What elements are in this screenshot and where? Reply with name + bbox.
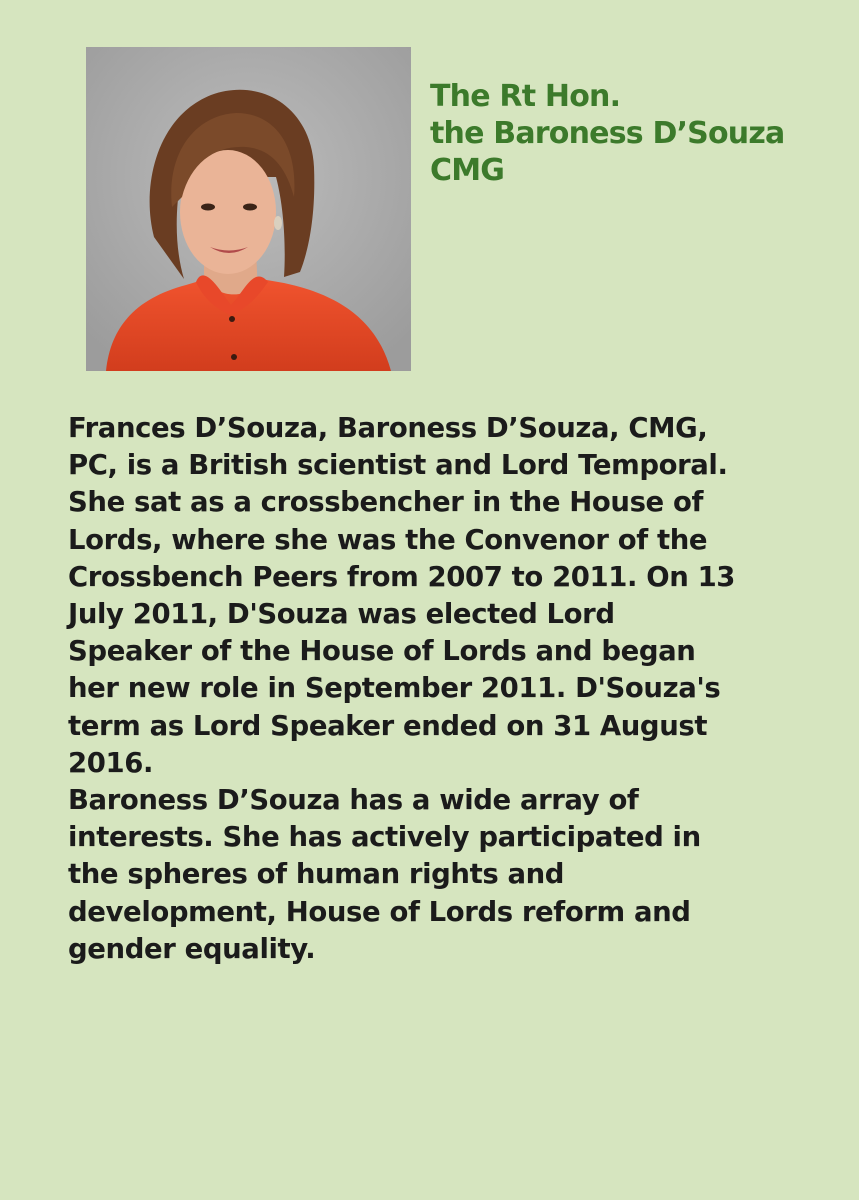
bio-line: Crossbench Peers from 2007 to 2011. On 13 — [68, 560, 736, 593]
bio-line: the spheres of human rights and — [68, 858, 565, 891]
title-line: the Baroness D’Souza — [430, 116, 785, 151]
bio-line: PC, is a British scientist and Lord Temporal. — [68, 449, 728, 482]
portrait-photo — [86, 47, 411, 371]
bio-line: interests. She has actively participated in — [68, 821, 701, 854]
bio-line: Lords, where she was the Convenor of the — [68, 523, 708, 556]
biography-text — [68, 410, 848, 968]
bio-line: gender equality. — [68, 932, 316, 965]
bio-line: She sat as a crossbencher in the House of — [68, 486, 704, 519]
title-line: CMG — [430, 153, 505, 188]
bio-line: Baroness D’Souza has a wide array of — [68, 784, 639, 817]
title-line: The Rt Hon. — [430, 79, 621, 114]
bio-line: Frances D’Souza, Baroness D’Souza, CMG, — [68, 412, 708, 444]
page-title — [430, 78, 840, 189]
bio-line: Speaker of the House of Lords and began — [68, 635, 696, 668]
bio-line: July 2011, D'Souza was elected Lord — [68, 598, 615, 631]
bio-line: 2016. — [68, 746, 153, 779]
bio-line: her new role in September 2011. D'Souza's — [68, 672, 721, 705]
bio-line: development, House of Lords reform and — [68, 895, 691, 928]
bio-line: term as Lord Speaker ended on 31 August — [68, 709, 708, 742]
